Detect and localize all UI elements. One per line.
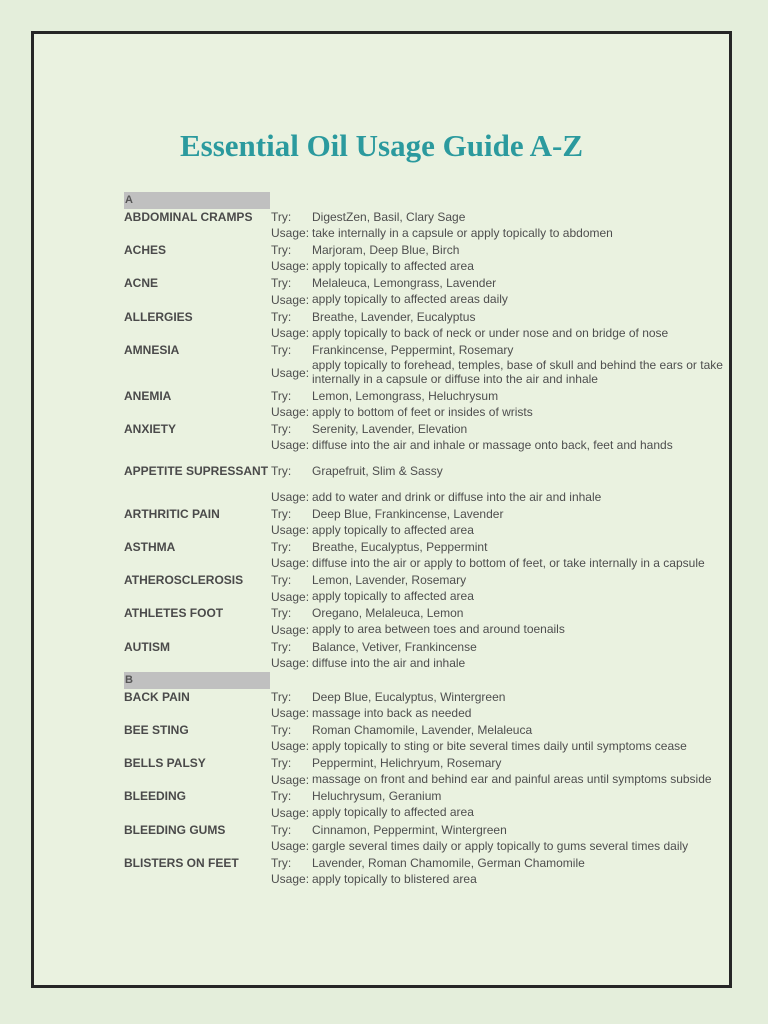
usage-label: Usage:: [271, 805, 310, 820]
try-label: Try:: [271, 540, 292, 555]
entry-usage-row: [124, 705, 744, 722]
try-oils: Serenity, Lavender, Elevation: [312, 422, 468, 437]
ailment-name: ASTHMA: [124, 540, 176, 555]
try-oils: Grapefruit, Slim & Sassy: [312, 464, 443, 479]
try-oils: Oregano, Melaleuca, Lemon: [312, 606, 464, 621]
entry-try-row: [124, 275, 744, 292]
ailment-name: BELLS PALSY: [124, 756, 206, 771]
entry-try-row: [124, 388, 744, 405]
usage-instructions: gargle several times daily or apply topically to gums several times daily: [312, 838, 689, 853]
usage-instructions: diffuse into the air and inhale: [312, 655, 466, 670]
entry-usage-row: [124, 226, 744, 243]
usage-label: Usage:: [271, 490, 310, 505]
try-label: Try:: [271, 210, 292, 224]
try-label: Try:: [271, 639, 292, 654]
entry-try-row: [124, 309, 744, 326]
usage-instructions: apply topically to back of neck or under nose and on bridge of nose: [312, 325, 669, 340]
ailment-spacer: [124, 445, 271, 447]
entry-usage-row: [124, 589, 744, 606]
ailment-spacer: [124, 233, 271, 235]
ailment-spacer: [124, 530, 271, 532]
try-label: Try:: [271, 689, 292, 704]
try-oils: Peppermint, Helichryum, Rosemary: [312, 756, 502, 771]
ailment-spacer: [124, 412, 271, 414]
ailment-spacer: [124, 332, 271, 334]
usage-label: Usage:: [271, 325, 310, 340]
usage-instructions: massage on front and behind ear and painful areas until symptoms subside: [312, 772, 712, 787]
usage-label: Usage:: [271, 405, 310, 420]
usage-instructions: diffuse into the air and inhale or massage onto back, feet and hands: [312, 438, 673, 453]
try-label: Try:: [271, 789, 292, 804]
entry-usage-row: [124, 489, 744, 506]
ailment-name: BACK PAIN: [124, 689, 190, 704]
ailment-spacer: [124, 779, 271, 781]
ailment-name: BLEEDING GUMS: [124, 822, 226, 837]
entry-try-row: [124, 755, 744, 772]
ailment-name: AMNESIA: [124, 342, 180, 357]
ailment-name: BLISTERS ON FEET: [124, 855, 239, 870]
try-label: Try:: [271, 243, 292, 258]
ailment-name: BEE STING: [124, 723, 189, 738]
try-oils: Heluchrysum, Geranium: [312, 789, 442, 804]
entry-try-row: [124, 539, 744, 556]
usage-instructions: diffuse into the air or apply to bottom of feet, or take internally in a capsule: [312, 556, 705, 571]
usage-label: Usage:: [271, 292, 310, 307]
entry-usage-row: [124, 259, 744, 276]
usage-instructions: massage into back as needed: [312, 705, 472, 720]
try-label: Try:: [271, 723, 292, 738]
try-oils: Frankincense, Peppermint, Rosemary: [312, 342, 514, 357]
entry-usage-row: [124, 772, 744, 789]
entry-try-row: [124, 605, 744, 622]
ailment-spacer: [124, 845, 271, 847]
try-label: Try:: [271, 309, 292, 324]
usage-instructions: take internally in a capsule or apply topically to abdomen: [312, 225, 613, 240]
usage-label: Usage:: [271, 838, 310, 853]
try-oils: Lavender, Roman Chamomile, German Chamomile: [312, 855, 585, 870]
section-letter-a: A: [124, 192, 270, 209]
usage-instructions: apply topically to affected area: [312, 259, 474, 274]
try-label: Try:: [271, 855, 292, 870]
try-label: Try:: [271, 756, 292, 771]
entry-try-row: [124, 506, 744, 523]
ailment-spacer: [124, 563, 271, 565]
entry-try-row: [124, 454, 744, 489]
entry-usage-row: [124, 325, 744, 342]
entry-usage-row: [124, 556, 744, 573]
usage-label: Usage:: [271, 226, 310, 241]
usage-label: Usage:: [271, 872, 310, 887]
section-letter-b: B: [124, 672, 270, 689]
try-label: Try:: [271, 573, 292, 588]
entry-try-row: [124, 855, 744, 872]
try-oils: Lemon, Lemongrass, Heluchrysum: [312, 388, 499, 403]
ailment-name: ANEMIA: [124, 388, 172, 403]
ailment-spacer: [124, 812, 271, 814]
page-title: Essential Oil Usage Guide A-Z: [179, 128, 584, 163]
ailment-name: ANXIETY: [124, 422, 177, 437]
entry-usage-row: [124, 292, 744, 309]
try-oils: Marjoram, Deep Blue, Birch: [312, 243, 460, 258]
ailment-spacer: [124, 713, 271, 715]
entry-try-row: [124, 209, 744, 226]
try-oils: Breathe, Eucalyptus, Peppermint: [312, 540, 488, 555]
entry-try-row: [124, 342, 744, 359]
try-label: Try:: [271, 276, 292, 291]
ailment-spacer: [124, 266, 271, 268]
entry-usage-row: [124, 871, 744, 888]
entry-usage-row: [124, 739, 744, 756]
entry-usage-row: [124, 655, 744, 672]
usage-instructions: apply topically to affected areas daily: [312, 292, 508, 307]
entry-usage-row: [124, 622, 744, 639]
usage-instructions: apply to bottom of feet or insides of wrists: [312, 404, 533, 419]
usage-instructions: apply topically to affected area: [312, 522, 474, 537]
ailment-spacer: [124, 663, 271, 665]
entry-usage-row: [124, 405, 744, 422]
entry-try-row: [124, 639, 744, 656]
ailment-spacer: [124, 596, 271, 598]
usage-label: Usage:: [271, 622, 310, 637]
try-oils: Melaleuca, Lemongrass, Lavender: [312, 276, 497, 291]
usage-label: Usage:: [271, 523, 310, 538]
ailment-name: ATHLETES FOOT: [124, 606, 224, 621]
try-label: Try:: [271, 606, 292, 621]
entry-try-row: [124, 822, 744, 839]
entry-try-row: [124, 788, 744, 805]
usage-label: Usage:: [271, 259, 310, 274]
try-label: Try:: [271, 464, 292, 479]
ailment-name: ATHEROSCLEROSIS: [124, 573, 244, 588]
ailment-name: ABDOMINAL CRAMPS: [124, 210, 253, 224]
try-oils: Balance, Vetiver, Frankincense: [312, 639, 477, 654]
ailment-name: ARTHRITIC PAIN: [124, 506, 220, 521]
ailment-spacer: [124, 879, 271, 881]
ailment-name: ACHES: [124, 243, 167, 258]
try-oils: Cinnamon, Peppermint, Wintergreen: [312, 822, 507, 837]
ailment-spacer: [124, 299, 271, 301]
ailment-name: BLEEDING: [124, 789, 187, 804]
usage-label: Usage:: [271, 739, 310, 754]
try-oils: Deep Blue, Eucalyptus, Wintergreen: [312, 689, 506, 704]
ailment-name: AUTISM: [124, 639, 170, 654]
usage-label: Usage:: [271, 655, 310, 670]
try-label: Try:: [271, 342, 292, 357]
entry-usage-row: [124, 438, 744, 455]
usage-label: Usage:: [271, 556, 310, 571]
entry-usage-row: [124, 358, 744, 388]
try-oils: Roman Chamomile, Lavender, Melaleuca: [312, 723, 533, 738]
ailment-spacer: [124, 629, 271, 631]
entry-try-row: [124, 572, 744, 589]
entry-usage-row: [124, 523, 744, 540]
ailment-name: APPETITE SUPRESSANT: [124, 464, 269, 479]
ailment-spacer: [124, 497, 271, 499]
entry-usage-row: [124, 805, 744, 822]
try-label: Try:: [271, 388, 292, 403]
entry-try-row: [124, 421, 744, 438]
usage-instructions: apply topically to blistered area: [312, 871, 477, 886]
document-page: [31, 31, 732, 988]
usage-instructions: apply topically to affected area: [312, 805, 474, 820]
entry-try-row: [124, 722, 744, 739]
entry-usage-row: [124, 838, 744, 855]
usage-instructions: add to water and drink or diffuse into the air and inhale: [312, 489, 602, 504]
usage-instructions: apply topically to forehead, temples, base of skull and behind the ears or take internally in a capsule or diffuse into the air and inhale: [312, 358, 723, 387]
usage-label: Usage:: [271, 589, 310, 604]
usage-instructions: apply topically to affected area: [312, 589, 474, 604]
entry-try-row: [124, 242, 744, 259]
ailment-name: ACNE: [124, 276, 159, 291]
usage-guide-table: [124, 192, 744, 888]
try-oils: Breathe, Lavender, Eucalyptus: [312, 309, 476, 324]
ailment-spacer: [124, 746, 271, 748]
usage-label: Usage:: [271, 365, 310, 380]
ailment-name: ALLERGIES: [124, 309, 193, 324]
entry-try-row: [124, 689, 744, 706]
try-label: Try:: [271, 506, 292, 521]
try-oils: Lemon, Lavender, Rosemary: [312, 573, 467, 588]
try-oils: Deep Blue, Frankincense, Lavender: [312, 506, 504, 521]
usage-instructions: apply to area between toes and around toenails: [312, 622, 565, 637]
usage-label: Usage:: [271, 438, 310, 453]
try-label: Try:: [271, 822, 292, 837]
ailment-spacer: [124, 372, 271, 374]
try-label: Try:: [271, 422, 292, 437]
usage-instructions: apply topically to sting or bite several times daily until symptoms cease: [312, 739, 687, 754]
usage-label: Usage:: [271, 706, 310, 721]
try-oils: DigestZen, Basil, Clary Sage: [312, 210, 466, 224]
usage-label: Usage:: [271, 772, 310, 787]
